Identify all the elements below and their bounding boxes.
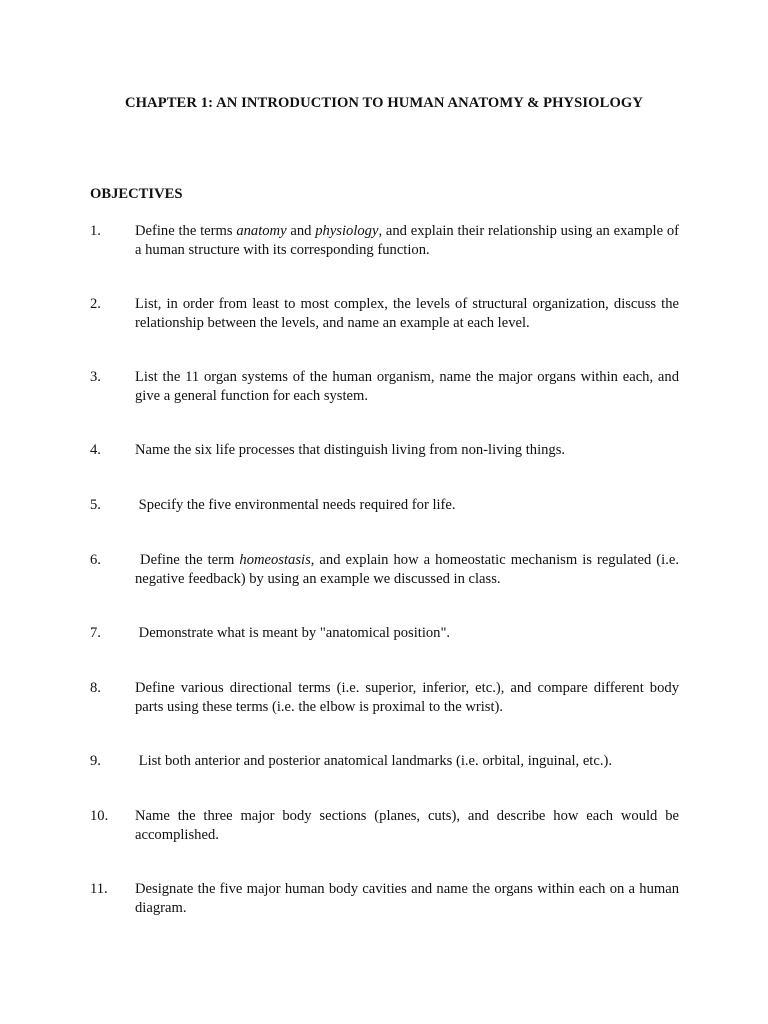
objective-text — [135, 551, 683, 589]
objective-text — [135, 295, 683, 333]
objective-text-segment: Demonstrate what is meant by "anatomical position". — [135, 625, 451, 641]
objective-term-italic: homeostasis — [239, 552, 311, 568]
objective-number: 9. — [90, 753, 101, 769]
objective-text — [135, 222, 683, 260]
objective-number: 1. — [90, 223, 101, 239]
objective-number: 11. — [90, 881, 108, 897]
objective-text — [135, 679, 683, 717]
objective-text-segment: , and explain their relationship using an example of a human structure with its corresponding function. — [135, 223, 683, 258]
objective-text-segment: Name the six life processes that distinguish living from non-living things. — [135, 442, 566, 458]
objective-text-segment: Specify the five environmental needs required for life. — [135, 497, 456, 513]
objective-text-segment: List the 11 organ systems of the human organism, name the major organs within each, and give a general function for each system. — [135, 369, 683, 404]
objectives-heading: OBJECTIVES — [90, 186, 183, 202]
objective-text — [135, 624, 679, 643]
objective-number: 10. — [90, 808, 109, 824]
objective-text-segment: List both anterior and posterior anatomical landmarks (i.e. orbital, inguinal, etc.). — [135, 753, 612, 769]
objective-text-segment: , and explain how a homeostatic mechanism is regulated (i.e. negative feedback) by using an example we discussed in class. — [135, 552, 683, 587]
objective-text — [135, 752, 679, 771]
objective-term-italic: physiology — [315, 223, 379, 239]
objective-term-italic: anatomy — [236, 223, 287, 239]
objective-number: 8. — [90, 680, 101, 696]
objective-text — [135, 368, 683, 406]
objective-text-segment: Name the three major body sections (planes, cuts), and describe how each would be accomplished. — [135, 808, 683, 843]
objective-text-segment: Define the term — [135, 552, 240, 568]
objective-text — [135, 496, 679, 515]
objective-text — [135, 807, 683, 845]
objective-number: 6. — [90, 552, 101, 568]
objective-number: 2. — [90, 296, 101, 312]
objective-number: 4. — [90, 442, 101, 458]
objective-number: 3. — [90, 369, 101, 385]
objective-number: 5. — [90, 497, 101, 513]
chapter-title: CHAPTER 1: AN INTRODUCTION TO HUMAN ANATOMY & PHYSIOLOGY — [124, 95, 644, 111]
objective-text-segment: Designate the five major human body cavities and name the organs within each on a human diagram. — [135, 881, 683, 916]
objective-text-segment: Define various directional terms (i.e. superior, inferior, etc.), and compare different body parts using these terms (i.e. the elbow is proximal to the wrist). — [135, 680, 683, 715]
objective-text-segment: Define the terms — [135, 223, 237, 239]
objective-text-segment: and — [286, 223, 316, 239]
objective-number: 7. — [90, 625, 101, 641]
objective-text — [135, 880, 683, 918]
objective-text — [135, 441, 679, 460]
objective-text-segment: List, in order from least to most complex, the levels of structural organization, discuss the relationship between the levels, and name an example at each level. — [135, 296, 683, 331]
